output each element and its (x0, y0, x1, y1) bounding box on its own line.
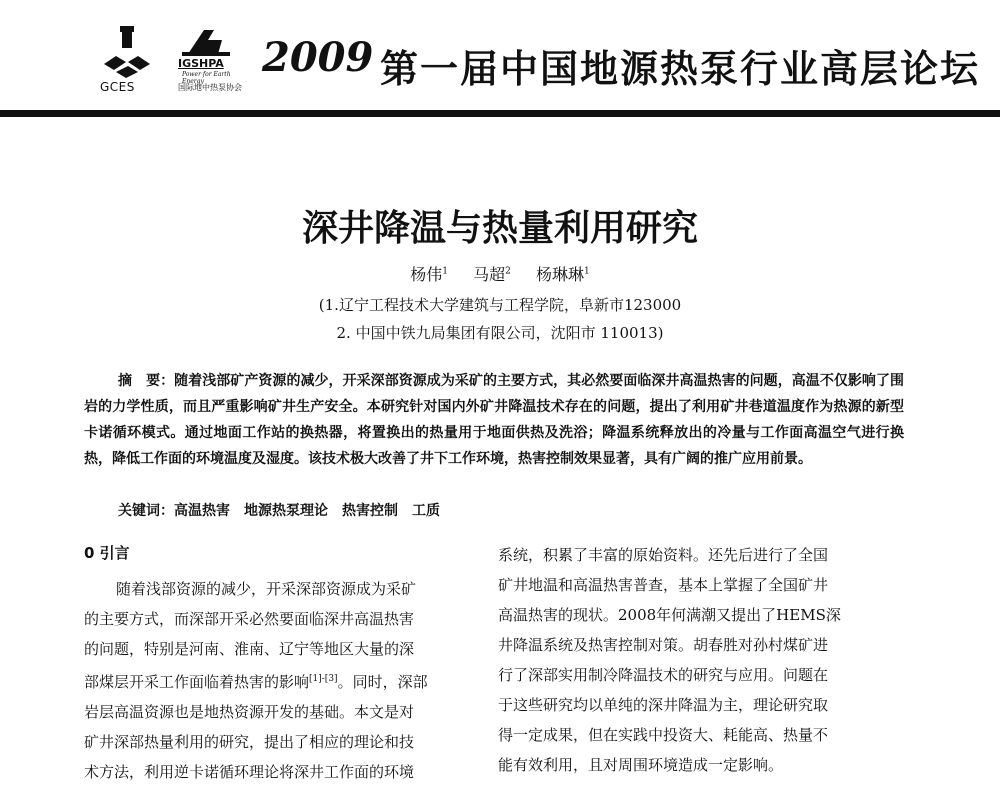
body-line: 井降温系统及热害控制对策。胡春胜对孙村煤矿进 (498, 636, 829, 654)
author: 杨琳琳$^1$ (535, 265, 590, 284)
igshpa-chinese-name: 国际地中热泵协会 (178, 83, 242, 92)
citation: [1]-[3] (309, 674, 338, 684)
igshpa-subtitle: Power for Earth Energy (182, 71, 231, 85)
igshpa-label: IGSHPA (178, 57, 224, 70)
abstract-label: 摘 要： (118, 373, 175, 389)
body-line: 矿井地温和高温热害普查，基本上掌握了全国矿井 (498, 576, 829, 594)
body-line: 岩层高温资源也是地热资源开发的基础。本文是对 (84, 703, 415, 721)
body-line: 的问题，特别是河南、淮南、辽宁等地区大量的深 (84, 640, 415, 658)
conference-name: 第一届中国地源热泵行业高层论坛 (380, 46, 981, 91)
paper-title: 深井降温与热量利用研究 (301, 207, 698, 249)
author: 杨伟$^1$ (410, 265, 449, 284)
body-line: 部煤层开采工作面临着热害的影响[1]-[3]。同时，深部 (84, 673, 428, 691)
header-rule (0, 110, 1000, 117)
keywords-text: 高温热害 地源热泵理论 热害控制 工质 (174, 503, 440, 519)
author-list (0, 262, 1000, 285)
affiliation-1: (1.辽宁工程技术大学建筑与工程学院，阜新市123000 (318, 296, 682, 314)
igshpa-logo (178, 24, 248, 104)
body-column-left (84, 574, 474, 787)
body-line: 于这些研究均以单纯的深井降温为主，理论研究取 (498, 696, 829, 714)
gces-label: GCES (100, 80, 135, 94)
conference-year: 2009 (262, 34, 374, 81)
body-line: 高温热害的现状。2008年何满潮又提出了HEMS深 (498, 606, 841, 624)
body-line: 系统，积累了丰富的原始资料。还先后进行了全国 (498, 546, 829, 564)
body-line: 的主要方式，而深部开采必然要面临深井高温热害 (84, 610, 415, 628)
author: 马超$^2$ (473, 265, 511, 284)
body-line: 能有效利用，且对周围环境造成一定影响。 (498, 756, 784, 774)
section-heading: 0 引言 (84, 544, 130, 562)
abstract-text: 随着浅部矿产资源的减少，开采深部资源成为采矿的主要方式，其必然要面临深井高温热害的问题，高温不仅影响了围岩的力学性质，而且严重影响矿井生产安全。本研究针对国内外矿井降温技术存在的问题，提出了利用矿井巷道温度作为热源的新型卡诺循环模式。通过地面工作站的换热器，将置换出的热量用于地面供热及洗浴；降温系统释放出的冷量与工作面高温空气进行换热，降低工作面的环境温度及湿度。该技术极大改善了井下工作环境，热害控制效果显著，具有广阔的推广应用前景。 (84, 373, 905, 467)
gces-emblem-icon (100, 24, 160, 80)
igshpa-emblem-icon (178, 24, 238, 58)
page-header (0, 0, 1000, 120)
keywords (118, 500, 440, 520)
body-line: 得一定成果，但在实践中投资大、耗能高、热量不 (498, 726, 829, 744)
keywords-label: 关键词： (118, 503, 174, 519)
gces-logo (100, 24, 160, 104)
body-line: 随着浅部资源的减少，开采深部资源成为采矿 (116, 580, 417, 598)
body-column-right (498, 540, 908, 780)
body-line: 术方法，利用逆卡诺循环理论将深井工作面的环境 (84, 763, 415, 781)
body-line: 行了深部实用制冷降温技术的研究与应用。问题在 (498, 666, 829, 684)
affiliation-2: 2. 中国中铁九局集团有限公司，沈阳市 110013) (336, 324, 664, 342)
body-line: 矿井深部热量利用的研究，提出了相应的理论和技 (84, 733, 415, 751)
abstract (84, 368, 904, 472)
